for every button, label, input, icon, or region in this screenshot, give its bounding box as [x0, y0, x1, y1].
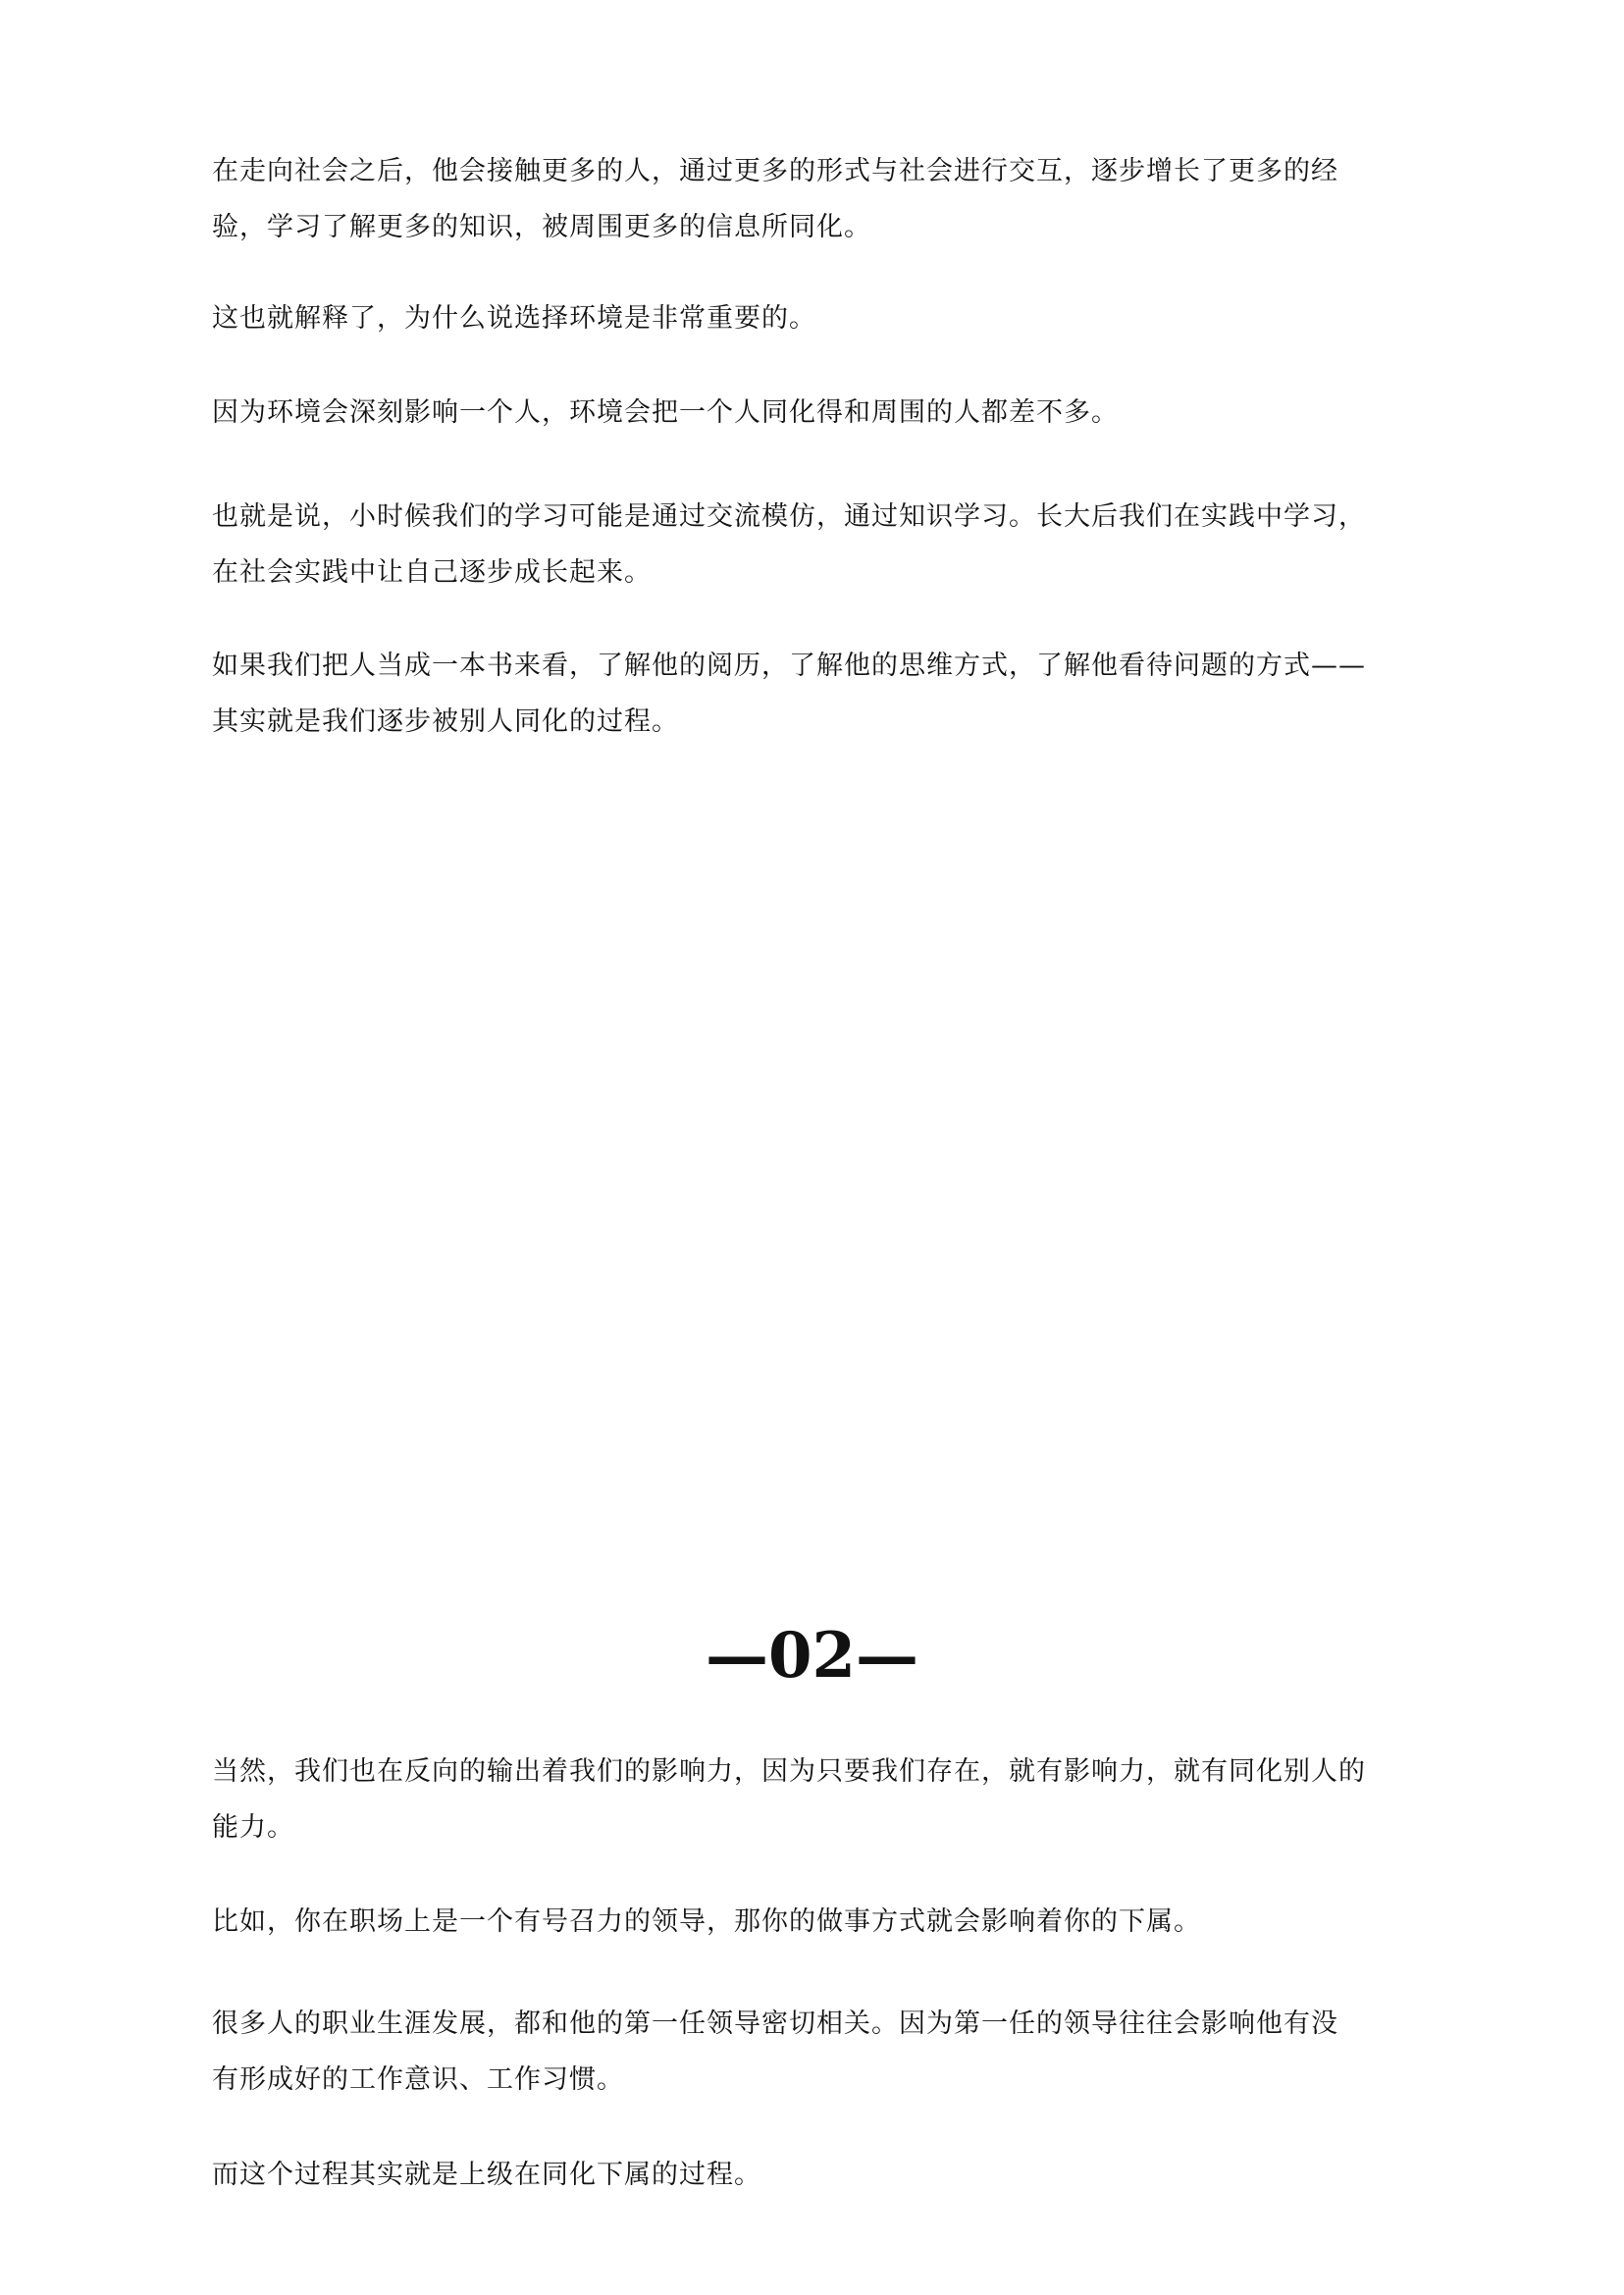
paragraph-environment-importance	[212, 290, 1429, 346]
text-line: 当然，我们也在反向的输出着我们的影响力，因为只要我们存在，就有影响力，就有同化别人的	[212, 1756, 1366, 1787]
paragraph-assimilation-process	[212, 2147, 1429, 2203]
paragraph-environment-influence	[212, 385, 1429, 441]
text-line: 能力。	[212, 1812, 294, 1843]
text-line: 其实就是我们逐步被别人同化的过程。	[212, 706, 679, 737]
text-line: 比如，你在职场上是一个有号召力的领导，那你的做事方式就会影响着你的下属。	[212, 1906, 1201, 1937]
paragraph-output-influence	[212, 1744, 1429, 1855]
text-line: 这也就解释了，为什么说选择环境是非常重要的。	[212, 303, 816, 334]
text-line: 有形成好的工作意识、工作习惯。	[212, 2064, 624, 2095]
paragraph-learning-stages	[212, 489, 1429, 600]
text-line: 也就是说，小时候我们的学习可能是通过交流模仿，通过知识学习。长大后我们在实践中学习，	[212, 501, 1366, 532]
paragraph-first-leader	[212, 1996, 1429, 2108]
text-line: 在社会实践中让自己逐步成长起来。	[212, 557, 652, 588]
text-line: 如果我们把人当成一本书来看，了解他的阅历，了解他的思维方式，了解他看待问题的方式——	[212, 651, 1366, 681]
text-line: 验，学习了解更多的知识，被周围更多的信息所同化。	[212, 212, 871, 242]
text-line: 因为环境会深刻影响一个人，环境会把一个人同化得和周围的人都差不多。	[212, 397, 1119, 428]
paragraph-person-as-book	[212, 638, 1429, 750]
section-heading-02: —02—	[705, 1619, 919, 1693]
text-line: 很多人的职业生涯发展，都和他的第一任领导密切相关。因为第一任的领导往往会影响他有没	[212, 2008, 1338, 2039]
paragraph-leader-example	[212, 1894, 1429, 1950]
text-line: 在走向社会之后，他会接触更多的人，通过更多的形式与社会进行交互，逐步增长了更多的经	[212, 156, 1338, 186]
paragraph-society-interaction	[212, 143, 1429, 255]
text-line: 而这个过程其实就是上级在同化下属的过程。	[212, 2160, 761, 2190]
